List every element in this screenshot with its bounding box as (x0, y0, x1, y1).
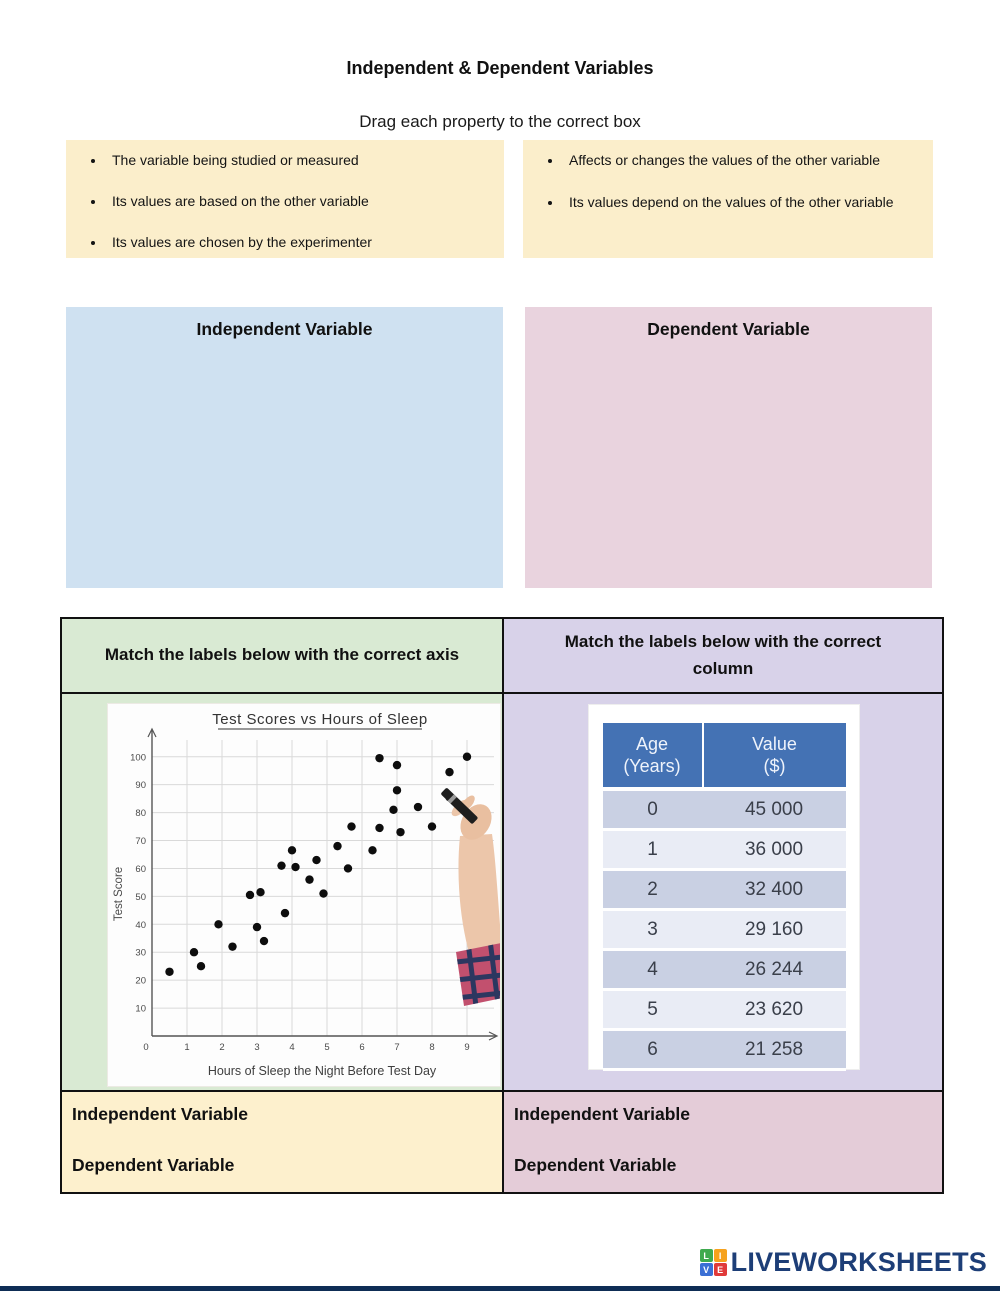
page-title: Independent & Dependent Variables (346, 58, 654, 78)
svg-text:Test Score: Test Score (113, 866, 125, 922)
page-subtitle: Drag each property to the correct box (359, 112, 641, 131)
liveworksheets-logo-icon (700, 1249, 727, 1276)
logo-tile-e: E (714, 1263, 727, 1276)
svg-text:1: 1 (184, 1042, 190, 1053)
logo-tile-i: I (714, 1249, 727, 1262)
property-box-left (66, 140, 504, 258)
svg-text:4: 4 (289, 1042, 295, 1053)
table-row (603, 870, 846, 910)
table-cell: 21 258 (703, 1030, 846, 1070)
svg-text:Test Scores vs Hours of Sleep: Test Scores vs Hours of Sleep (212, 711, 428, 728)
property-list-right (523, 140, 933, 212)
property-item[interactable]: • Its values are chosen by the experimenter (106, 232, 490, 252)
svg-text:40: 40 (135, 919, 146, 931)
table-cell: 29 160 (703, 910, 846, 950)
table-row (603, 1030, 846, 1070)
svg-text:50: 50 (135, 891, 146, 903)
table-cell: 0 (603, 789, 703, 830)
svg-text:9: 9 (464, 1042, 470, 1053)
table-row (603, 830, 846, 870)
age-value-table[interactable] (603, 723, 846, 1071)
table-card (589, 705, 859, 1069)
table-cell: 23 620 (703, 990, 846, 1030)
table-cell: 5 (603, 990, 703, 1030)
table-header-value: Value ($) (703, 723, 846, 789)
svg-text:Hours of Sleep the Night Befor: Hours of Sleep the Night Before Test Day (207, 1064, 437, 1078)
dependent-variable-drop-box[interactable] (525, 307, 932, 588)
drag-label-independent-column[interactable]: Independent Variable (514, 1104, 691, 1124)
table-cell: 32 400 (703, 870, 846, 910)
axis-labels-cell (62, 1090, 502, 1192)
property-list-left (66, 140, 504, 252)
logo-tile-v: V (700, 1263, 713, 1276)
svg-text:3: 3 (254, 1042, 260, 1053)
svg-text:70: 70 (135, 836, 146, 848)
match-grid (60, 617, 944, 1194)
match-axis-header: Match the labels below with the correct axis (62, 619, 502, 692)
property-item[interactable]: • Its values are based on the other variable (106, 191, 490, 211)
svg-text:7: 7 (394, 1042, 400, 1053)
dependent-variable-heading: Dependent Variable (647, 319, 810, 339)
liveworksheets-logo (700, 1247, 987, 1278)
table-cell: 3 (603, 910, 703, 950)
svg-text:5: 5 (324, 1042, 330, 1053)
property-box-right (523, 140, 933, 258)
scatter-chart-cell (62, 692, 502, 1090)
drag-label-dependent-column[interactable]: Dependent Variable (514, 1155, 677, 1175)
table-cell: 1 (603, 830, 703, 870)
value-table-cell (502, 692, 942, 1090)
svg-text:20: 20 (135, 975, 146, 987)
liveworksheets-logo-text: LIVEWORKSHEETS (730, 1247, 987, 1277)
svg-text:60: 60 (135, 863, 146, 875)
svg-text:30: 30 (135, 947, 146, 959)
svg-text:80: 80 (135, 808, 146, 820)
svg-text:2: 2 (219, 1042, 225, 1053)
property-item[interactable]: • Affects or changes the values of the other variable (563, 150, 919, 170)
svg-text:10: 10 (135, 1003, 146, 1015)
table-cell: 4 (603, 950, 703, 990)
table-cell: 26 244 (703, 950, 846, 990)
independent-variable-drop-box[interactable] (66, 307, 503, 588)
independent-variable-heading: Independent Variable (196, 319, 373, 339)
chart-card (107, 703, 501, 1087)
table-cell: 2 (603, 870, 703, 910)
table-row (603, 950, 846, 990)
table-cell: 45 000 (703, 789, 846, 830)
table-header-age: Age (Years) (603, 723, 703, 789)
table-row (603, 789, 846, 830)
svg-text:90: 90 (135, 780, 146, 792)
logo-tile-l: L (700, 1249, 713, 1262)
table-row (603, 910, 846, 950)
svg-text:100: 100 (130, 752, 146, 764)
svg-text:0: 0 (143, 1042, 149, 1053)
drag-label-dependent-axis[interactable]: Dependent Variable (72, 1155, 235, 1175)
table-cell: 6 (603, 1030, 703, 1070)
table-row (603, 990, 846, 1030)
property-item[interactable]: • Its values depend on the values of the other variable (563, 192, 919, 212)
svg-text:6: 6 (359, 1042, 365, 1053)
scatter-chart[interactable] (108, 704, 500, 1086)
column-labels-cell (502, 1090, 942, 1192)
svg-text:8: 8 (429, 1042, 435, 1053)
property-item[interactable]: • The variable being studied or measured (106, 150, 490, 170)
drag-label-independent-axis[interactable]: Independent Variable (72, 1104, 249, 1124)
match-column-header: Match the labels below with the correct column (502, 619, 942, 692)
table-cell: 36 000 (703, 830, 846, 870)
bottom-bar (0, 1286, 1000, 1291)
